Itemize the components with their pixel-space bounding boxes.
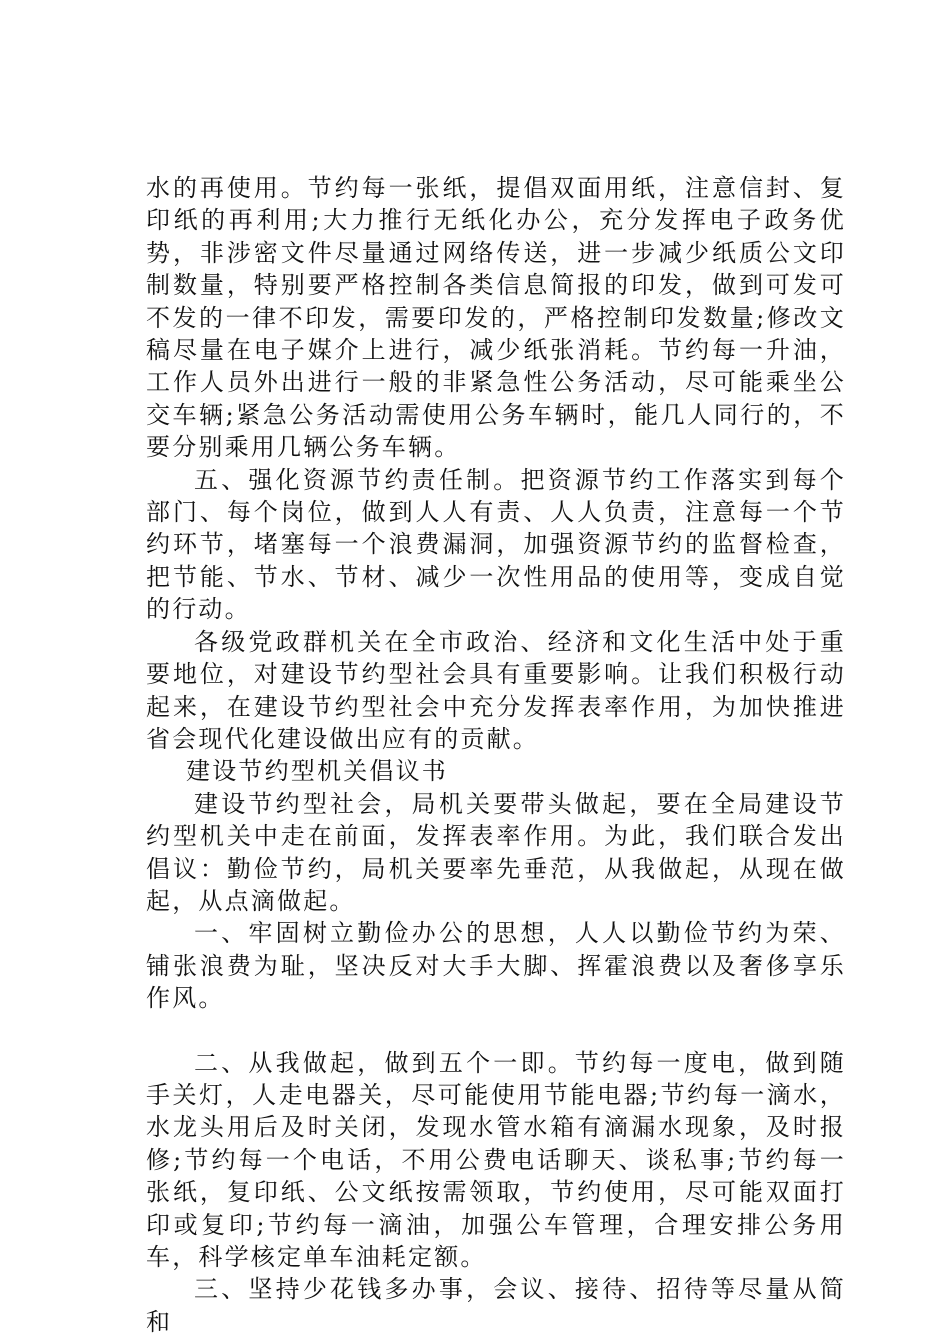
paragraph-gap (146, 1015, 846, 1047)
paragraph-closing: 各级党政群机关在全市政治、经济和文化生活中处于重要地位，对建设节约型社会具有重要影响。让我们积极行动起来，在建设节约型社会中充分发挥表率作用，为加快推进省会现代化建设做出应有的贡献。 (146, 627, 846, 753)
section-title: 建设节约型机关倡议书 (186, 757, 448, 786)
paragraph-item-three: 三、坚持少花钱多办事，会议、接待、招待等尽量从简和 (146, 1275, 846, 1336)
paragraph-intro: 建设节约型社会，局机关要带头做起，要在全局建设节约型机关中走在前面，发挥表率作用。为此，我们联合发出倡议：勤俭节约，局机关要率先垂范，从我做起，从现在做起，从点滴做起。 (146, 789, 846, 915)
paragraph-item-one: 一、牢固树立勤俭办公的思想，人人以勤俭节约为荣、铺张浪费为耻，坚决反对大手大脚、挥霍浪费以及奢侈享乐作风。 (146, 919, 846, 1013)
paragraph-continuation: 水的再使用。节约每一张纸，提倡双面用纸，注意信封、复印纸的再利用;大力推行无纸化办公，充分发挥电子政务优势，非涉密文件尽量通过网络传送，进一步减少纸质公文印制数量，特别要严格控制各类信息简报的印发，做到可发可不发的一律不印发，需要印发的，严格控制印发数量;修改文稿尽量在电子媒介上进行，减少纸张消耗。节约每一升油，工作人员外出进行一般的非紧急性公务活动，尽可能乘坐公交车辆;紧急公务活动需使用公务车辆时，能几人同行的，不要分别乘用几辆公务车辆。 (146, 174, 846, 462)
paragraph-item-two: 二、从我做起，做到五个一即。节约每一度电，做到随手关灯，人走电器关，尽可能使用节能电器;节约每一滴水，水龙头用后及时关闭，发现水管水箱有滴漏水现象，及时报修;节约每一个电话，不用公费电话聊天、谈私事;节约每一张纸，复印纸、公文纸按需领取，节约使用，尽可能双面打印或复印;节约每一滴油，加强公车管理，合理安排公务用车，科学核定单车油耗定额。 (146, 1048, 846, 1271)
document-body (146, 172, 846, 1338)
paragraph-item-five: 五、强化资源节约责任制。把资源节约工作落实到每个部门、每个岗位，做到人人有责、人人负责，注意每一个节约环节，堵塞每一个浪费漏洞，加强资源节约的监督检查，把节能、节水、节材、减少一次性用品的使用等，变成自觉的行动。 (146, 465, 846, 624)
